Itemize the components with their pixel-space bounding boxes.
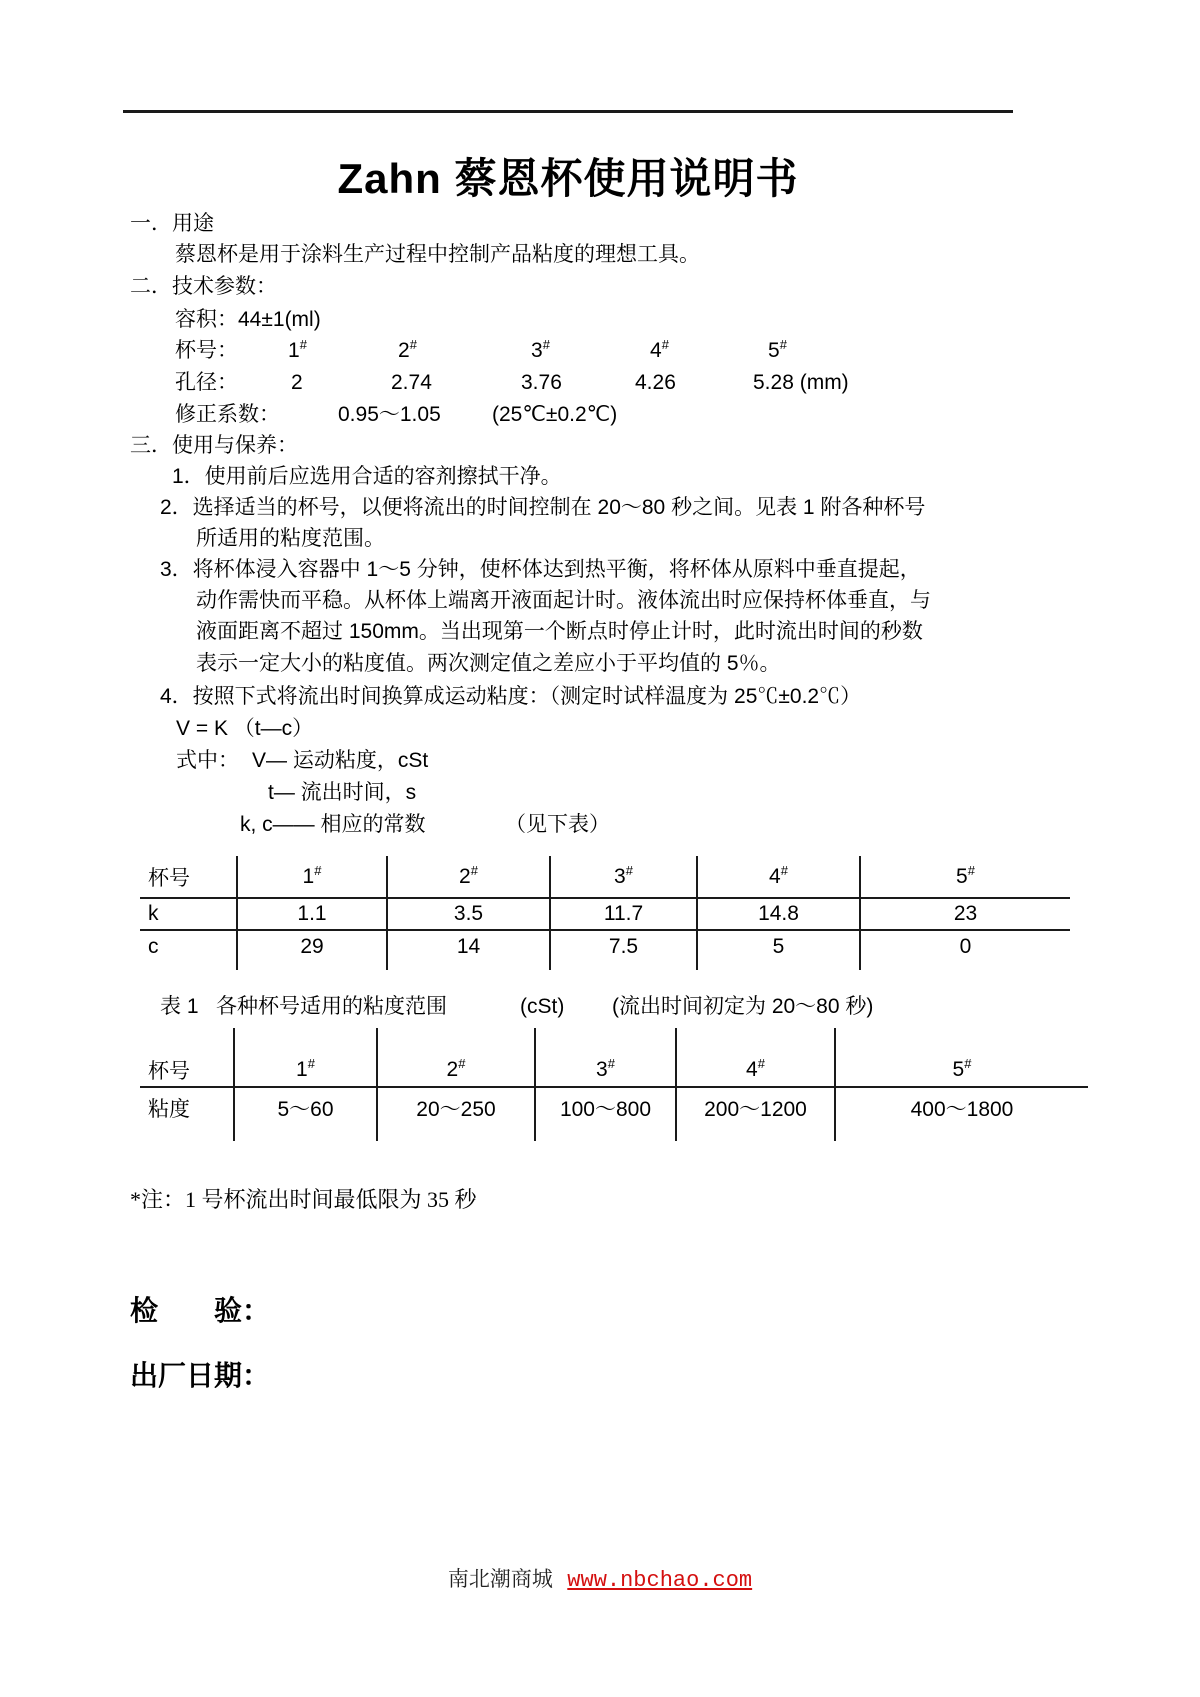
table1-caption-note: (流出时间初定为 20～80 秒) (612, 995, 874, 1018)
k-row-label: k (140, 898, 237, 930)
cup-number: 2# (398, 337, 417, 362)
c-value: 7.5 (550, 930, 697, 970)
c-value: 5 (697, 930, 860, 970)
usage-item-3-line2: 动作需快而平稳。从杯体上端离开液面起计时。液体流出时应保持杯体垂直，与 (196, 589, 931, 612)
constants-header-label: 杯号 (140, 856, 237, 898)
constants-c-row (140, 930, 1070, 970)
formula-t-definition: t— 流出时间，s (268, 781, 417, 804)
k-value: 3.5 (387, 898, 550, 930)
viscosity-value-row (140, 1087, 1088, 1125)
cup-row-label: 杯号： (175, 339, 238, 362)
formula-kc-reference: （见下表） (505, 813, 610, 836)
constants-k-row (140, 898, 1070, 930)
viscosity-header-cup: 1# (234, 1054, 377, 1087)
footer-site-link[interactable]: www.nbchao.com (567, 1568, 753, 1593)
c-value: 29 (237, 930, 387, 970)
viscosity-range: 5～60 (234, 1087, 377, 1125)
usage-item-1: 1．使用前后应选用合适的容剂擦拭干净。 (172, 465, 562, 488)
top-divider-rule (123, 110, 1013, 113)
cup-number: 1# (288, 337, 307, 362)
usage-item-3-line4: 表示一定大小的粘度值。两次测定值之差应小于平均值的 5％。 (196, 652, 781, 675)
constants-header-cup: 1# (237, 856, 387, 898)
viscosity-table-header-row (140, 1054, 1088, 1087)
viscosity-table-bottom-spacer-row (140, 1125, 1088, 1141)
footnote: *注：1 号杯流出时间最低限为 35 秒 (130, 1187, 477, 1212)
viscosity-header-cup: 5# (835, 1054, 1088, 1087)
aperture-value: 2 (291, 371, 303, 394)
viscosity-header-cup: 3# (535, 1054, 676, 1087)
constants-header-cup: 2# (387, 856, 550, 898)
viscosity-header-cup: 2# (377, 1054, 535, 1087)
volume-row (175, 306, 321, 333)
page-title: Zahn 蔡恩杯使用说明书 (337, 155, 799, 202)
k-value: 23 (860, 898, 1070, 930)
usage-item-4: 4．按照下式将流出时间换算成运动粘度：（测定时试样温度为 25℃±0.2℃） (160, 685, 862, 708)
viscosity-table-top-spacer-row (140, 1028, 1088, 1054)
formula-equation: V = K （t—c） (176, 717, 314, 740)
ship-date-label: 出厂日期： (130, 1361, 271, 1392)
formula-v-definition: V— 运动粘度，cSt (252, 749, 429, 772)
aperture-value: 5.28 (mm) (753, 371, 849, 394)
aperture-label: 孔径： (175, 371, 238, 394)
volume-value: 44±1(ml) (238, 308, 321, 331)
viscosity-header-label: 杯号 (140, 1054, 234, 1087)
c-row-label: c (148, 935, 159, 958)
viscosity-range: 100～800 (535, 1087, 676, 1125)
usage-item-2-line2: 所适用的粘度范围。 (196, 527, 385, 550)
aperture-value: 3.76 (521, 371, 562, 394)
section1-body: 蔡恩杯是用于涂料生产过程中控制产品粘度的理想工具。 (175, 243, 700, 266)
section1-heading: 一．用途 (130, 212, 214, 235)
aperture-value: 4.26 (635, 371, 676, 394)
viscosity-header-cup: 4# (676, 1054, 835, 1087)
correction-label: 修正系数： (175, 403, 280, 426)
c-value: 14 (387, 930, 550, 970)
volume-label: 容积： (175, 308, 238, 331)
section3-heading: 三．使用与保养： (130, 434, 298, 457)
viscosity-row-label: 粘度 (148, 1098, 190, 1121)
c-value: 0 (860, 930, 1070, 970)
usage-item-2-line1: 2．选择适当的杯号，以便将流出的时间控制在 20～80 秒之间。见表 1 附各种杯号 (160, 496, 926, 519)
usage-item-3-line1: 3．将杯体浸入容器中 1～5 分钟，使杯体达到热平衡，将杯体从原料中垂直提起， (160, 558, 921, 581)
cup-number: 3# (531, 337, 550, 362)
viscosity-table (140, 1028, 1088, 1141)
viscosity-range: 20～250 (377, 1087, 535, 1125)
page-footer (0, 1563, 1200, 1593)
constants-header-cup: 3# (550, 856, 697, 898)
footer-site-name: 南北潮商城 (447, 1567, 553, 1591)
k-value: 11.7 (550, 898, 697, 930)
table1-caption-title: 各种杯号适用的粘度范围 (216, 995, 447, 1018)
formula-where-label: 式中： (176, 749, 239, 772)
correction-value: 0.95～1.05 (338, 403, 441, 426)
constants-header-cup: 4# (697, 856, 860, 898)
viscosity-range: 200～1200 (676, 1087, 835, 1125)
section2-heading: 二．技术参数： (130, 275, 277, 298)
constants-table (140, 856, 1070, 970)
inspection-label: 检 验： (130, 1296, 271, 1327)
table1-caption-number: 表 1 (160, 995, 199, 1018)
cup-number: 4# (650, 337, 669, 362)
formula-kc-definition: k, c—— 相应的常数 (240, 813, 426, 836)
aperture-value: 2.74 (391, 371, 432, 394)
k-value: 14.8 (697, 898, 860, 930)
table1-caption-unit: (cSt) (520, 995, 565, 1018)
constants-header-cup: 5# (860, 856, 1070, 898)
viscosity-range: 400～1800 (835, 1087, 1088, 1125)
cup-number: 5# (768, 337, 787, 362)
constants-table-header-row (140, 856, 1070, 898)
usage-item-3-line3: 液面距离不超过 150mm。当出现第一个断点时停止计时，此时流出时间的秒数 (196, 620, 923, 643)
correction-condition: (25℃±0.2℃) (492, 403, 618, 426)
k-value: 1.1 (237, 898, 387, 930)
